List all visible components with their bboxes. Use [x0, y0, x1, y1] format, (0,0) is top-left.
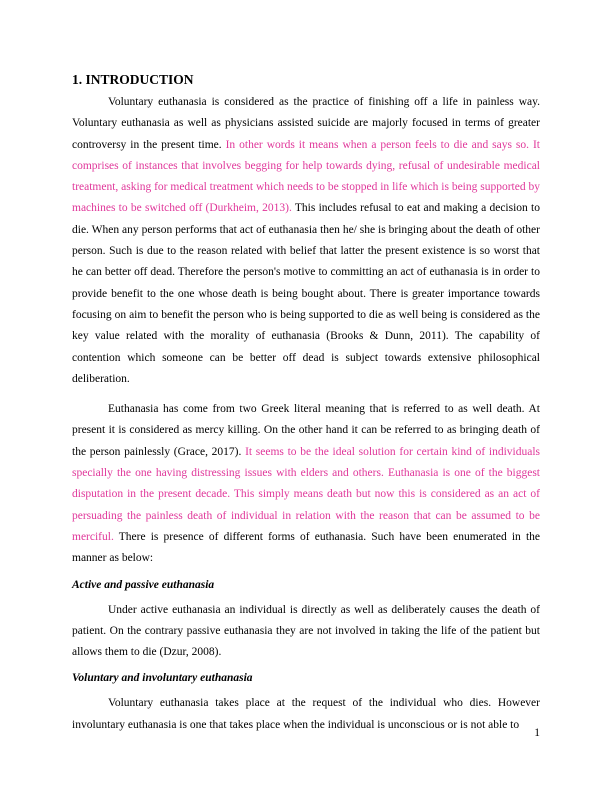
paragraph-2-part-1: Euthanasia has come from two Greek literal meaning that is referred to as well death. At present it is considered as mercy killing. On the other hand it can be referred to as bringing death of the person painlessly (Grace, 2017). [72, 403, 540, 458]
page-number: 1 [534, 727, 540, 739]
paragraph-2 [72, 399, 540, 569]
paragraph-1-part-1: Voluntary euthanasia is considered as the practice of finishing off a life in painless way. Voluntary euthanasia as well as physicians assisted suicide are majorly focused in terms of greater controversy in the present time. [72, 96, 540, 151]
subheading-voluntary-involuntary: Voluntary and involuntary euthanasia [72, 672, 253, 685]
paragraph-3: Under active euthanasia an individual is directly as well as deliberately causes the death of patient. On the contrary passive euthanasia they are not involved in taking the life of the patient but allows them to die (Dzur, 2008). [72, 603, 540, 659]
paragraph-1-part-3: This includes refusal to eat and making a decision to die. When any person performs that act of euthanasia then he/ she is bringing about the death of other person. Such is due to the reason related with belief that latter the present existence is so worst that he can better off dead. Therefore the person's motive to committing an act of euthanasia is in order to provide benefit to the one whose death is being bought about. There is greater importance towards focusing on aim to benefit the person who is being supported to die as well being is considered as the key value related with the morality of euthanasia (Brooks & Dunn, 2011). The capability of contention which someone can be better off dead is subject towards extensive philosophical deliberation. [72, 202, 540, 385]
paragraph-4: Voluntary euthanasia takes place at the request of the individual who dies. However involuntary euthanasia is one that takes place when the individual is unconscious or is not able to [72, 697, 540, 731]
subheading-active-passive: Active and passive euthanasia [72, 578, 215, 591]
paragraph-1-highlight: In other words it means when a person feels to die and says so. It comprises of instances that involves begging for help towards dying, refusal of undesirable medical treatment, asking for medical treatment which needs to be stopped in life which is being supported by machines to be switched off (Durkheim, 2013). [72, 138, 540, 215]
paragraph-2-part-3: There is presence of different forms of euthanasia. Such have been enumerated in the manner as below: [72, 530, 540, 565]
paragraph-1 [72, 92, 540, 390]
page-content [72, 72, 540, 736]
section-heading: 1. INTRODUCTION [72, 72, 194, 87]
paragraph-2-highlight: It seems to be the ideal solution for certain kind of individuals specially the one having distressing issues with elders and others. Euthanasia is one of the biggest disputation in the present decade. This simply means death but now this is considered as an act of persuading the painless death of individual in relation with the reason that can be assumed to be merciful. [72, 445, 541, 543]
